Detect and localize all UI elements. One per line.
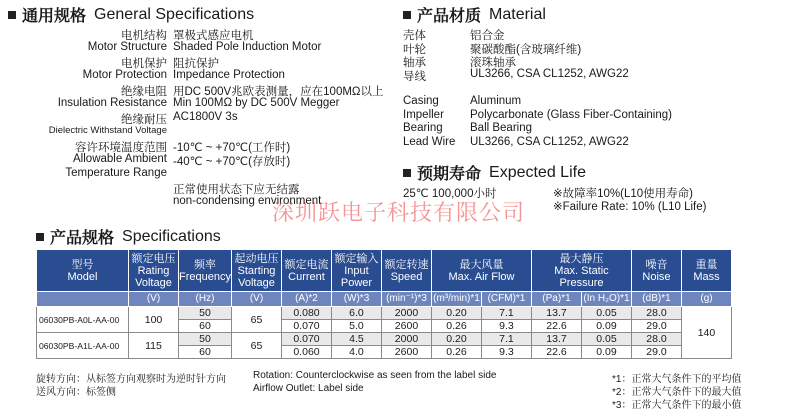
spec-label: Dielectric Withstand Voltage (48, 125, 167, 136)
material-header (403, 3, 546, 26)
pressure-inh2o-cell: 0.09 (581, 346, 631, 359)
general-spec-zh-title: 通用规格 (22, 6, 87, 25)
general-spec-header (8, 3, 254, 26)
spec-row (20, 27, 380, 41)
material-label: Casing (403, 94, 439, 107)
col-en: Rating Voltage (135, 264, 172, 289)
noise-cell: 28.0 (631, 307, 681, 320)
unit-cell: (Pa)*1 (531, 292, 581, 307)
life-en-title: Expected Life (489, 163, 586, 181)
material-value: 铝合金 (470, 30, 505, 42)
product-spec-en-title: Specifications (122, 227, 221, 245)
col-zh: 最大风量 (459, 258, 504, 271)
spec-row (20, 97, 380, 111)
col-zh: 最大静压 (559, 252, 604, 265)
flow-cfm-cell: 7.1 (481, 333, 531, 346)
spec-label: 电机保护 (121, 58, 167, 70)
table-unit-row (37, 292, 732, 307)
flow-m3-cell: 0.20 (431, 307, 481, 320)
unit-cell: (dB)*1 (631, 292, 681, 307)
col-en: Mass (693, 270, 720, 283)
power-cell: 5.0 (331, 320, 381, 333)
unit-cell: (m³/min)*1 (431, 292, 481, 307)
unit-cell (37, 292, 129, 307)
col-header-air-flow (431, 250, 531, 292)
section-square-icon (403, 169, 411, 177)
general-spec-list (20, 27, 384, 209)
section-square-icon (8, 11, 16, 19)
spec-row (20, 139, 380, 153)
footer-rotation-en: Rotation: Counterclockwise as seen from the label side (253, 370, 497, 381)
footnote-2: *2：正常大气条件下的最大值 (612, 387, 742, 398)
col-en: Max. Air Flow (448, 270, 515, 283)
spec-label: Insulation Resistance (57, 97, 167, 109)
material-label: 叶轮 (403, 43, 426, 56)
spec-value: -10℃ ~ +70℃(工作时) (173, 142, 291, 154)
col-header-starting-voltage (231, 250, 281, 292)
product-spec-zh-title: 产品规格 (50, 228, 115, 247)
col-zh: 额定输入 (334, 252, 379, 265)
life-hours: 25℃ 100,000小时 (403, 188, 497, 200)
frequency-cell: 50 (179, 333, 232, 346)
col-header-speed (381, 250, 431, 292)
spec-row (20, 55, 380, 69)
speed-cell: 2000 (381, 307, 431, 320)
col-zh: 额定转速 (384, 258, 429, 271)
section-square-icon (403, 11, 411, 19)
spec-row (20, 83, 384, 98)
flow-cfm-cell: 9.3 (481, 320, 531, 333)
unit-cell: (V) (231, 292, 281, 307)
pressure-pa-cell: 13.7 (531, 307, 581, 320)
spec-value: 正常使用状态下应无结露 (173, 184, 300, 196)
spec-label: Allowable Ambient (73, 153, 167, 165)
col-header-noise (631, 250, 681, 292)
power-cell: 6.0 (331, 307, 381, 320)
general-spec-en-title: General Specifications (94, 5, 255, 23)
voltage-cell: 115 (129, 333, 179, 359)
flow-cfm-cell: 9.3 (481, 346, 531, 359)
material-label: 壳体 (403, 30, 426, 42)
spec-row (20, 69, 380, 83)
col-en: Frequency (179, 270, 231, 283)
unit-cell: (W)*3 (331, 292, 381, 307)
col-zh: 起动电压 (234, 252, 279, 265)
col-en: Max. Static Pressure (554, 264, 609, 289)
unit-cell: (min⁻¹)*3 (381, 292, 431, 307)
material-en-title: Material (489, 5, 546, 23)
pressure-inh2o-cell: 0.05 (581, 307, 631, 320)
footnote-3: *3：正常大气条件下的最小值 (612, 400, 742, 411)
col-en: Noise (642, 270, 671, 283)
spec-label: 绝缘电阻 (121, 86, 167, 98)
col-zh: 频率 (193, 258, 216, 271)
footer-rotation-zh: 旋转方向：从标签方向观察时为逆时针方向 (36, 374, 226, 385)
frequency-cell: 60 (179, 346, 232, 359)
col-header-input-power (331, 250, 381, 292)
material-value: UL3266, CSA CL1252, AWG22 (470, 67, 629, 80)
unit-cell: (Hz) (179, 292, 232, 307)
col-zh: 重量 (695, 258, 718, 271)
model-cell: 06030PB-A1L-AA-00 (37, 333, 129, 359)
life-failure-rate-zh: ※故障率10%(L10使用寿命) (553, 188, 693, 200)
flow-m3-cell: 0.20 (431, 333, 481, 346)
table-row (37, 333, 732, 346)
spec-row (20, 181, 380, 195)
life-zh-title: 预期寿命 (417, 164, 482, 183)
spec-label: 电机结构 (121, 30, 167, 42)
footnote-1: *1：正常大气条件下的平均值 (612, 374, 742, 385)
pressure-inh2o-cell: 0.09 (581, 320, 631, 333)
unit-cell: (g) (681, 292, 731, 307)
footer-airflow-en: Airflow Outlet: Label side (253, 383, 364, 394)
speed-cell: 2600 (381, 320, 431, 333)
current-cell: 0.080 (281, 307, 331, 320)
spec-value: 阻抗保护 (173, 58, 219, 70)
spec-label: 绝缘耐压 (121, 114, 167, 126)
pressure-pa-cell: 22.6 (531, 320, 581, 333)
material-label: 轴承 (403, 57, 426, 70)
col-en: Speed (390, 270, 423, 283)
spec-value: Impedance Protection (173, 69, 285, 81)
spec-label: Motor Protection (82, 69, 167, 81)
spec-value: AC1800V 3s (173, 111, 238, 123)
col-header-voltage (129, 250, 179, 292)
spec-value: non-condensing environment (173, 195, 322, 207)
material-value: Ball Bearing (470, 122, 533, 135)
flow-cfm-cell: 7.1 (481, 307, 531, 320)
col-en: Input Power (340, 264, 373, 289)
unit-cell: (A)*2 (281, 292, 331, 307)
flow-m3-cell: 0.26 (431, 320, 481, 333)
frequency-cell: 50 (179, 307, 232, 320)
material-value: Polycarbonate (Glass Fiber-Containing) (470, 108, 672, 121)
col-zh: 型号 (71, 258, 94, 271)
product-spec-header (36, 225, 221, 248)
material-label: 导线 (403, 70, 426, 83)
material-value: 滚珠轴承 (470, 57, 516, 70)
col-header-model (37, 250, 129, 292)
noise-cell: 28.0 (631, 333, 681, 346)
spec-label: Temperature Range (65, 167, 167, 179)
frequency-cell: 60 (179, 320, 232, 333)
spec-row (20, 167, 380, 181)
material-value: 聚碳酸酯(含玻璃纤维) (470, 43, 582, 56)
power-cell: 4.0 (331, 346, 381, 359)
flow-m3-cell: 0.26 (431, 346, 481, 359)
current-cell: 0.070 (281, 333, 331, 346)
current-cell: 0.070 (281, 320, 331, 333)
product-spec-table (36, 249, 732, 359)
speed-cell: 2600 (381, 346, 431, 359)
material-zh-title: 产品材质 (417, 6, 482, 25)
speed-cell: 2000 (381, 333, 431, 346)
model-cell: 06030PB-A0L-AA-00 (37, 307, 129, 333)
unit-cell: (In H₂O)*1 (581, 292, 631, 307)
spec-value: -40℃ ~ +70℃(存放时) (173, 156, 291, 168)
material-label: Bearing (403, 122, 443, 135)
pressure-inh2o-cell: 0.05 (581, 333, 631, 346)
spec-row (20, 153, 380, 167)
col-en: Model (67, 270, 98, 283)
section-square-icon (36, 233, 44, 241)
watermark-text: 深圳跃电子科技有限公司 (272, 201, 526, 226)
spec-value: 用DC 500V兆欧表测量，应在100MΩ以上 (173, 86, 384, 98)
spec-value: 罩极式感应电机 (173, 30, 254, 42)
unit-cell: (CFM)*1 (481, 292, 531, 307)
starting-voltage-cell: 65 (231, 307, 281, 333)
spec-label: Motor Structure (87, 41, 167, 53)
life-failure-rate-en: ※Failure Rate: 10% (L10 Life) (553, 201, 707, 213)
voltage-cell: 100 (129, 307, 179, 333)
unit-cell: (V) (129, 292, 179, 307)
material-label: Impeller (403, 108, 444, 121)
power-cell: 4.5 (331, 333, 381, 346)
col-zh: 额定电压 (131, 252, 176, 265)
col-header-frequency (179, 250, 232, 292)
table-header-row (37, 250, 732, 292)
spec-label: 容许环境温度范围 (75, 142, 167, 154)
material-label: Lead Wire (403, 135, 456, 148)
table-row (37, 307, 732, 320)
life-header (403, 161, 586, 184)
spec-row (20, 125, 380, 139)
col-en: Current (288, 270, 325, 283)
spec-row (20, 111, 380, 125)
noise-cell: 29.0 (631, 320, 681, 333)
spec-value: Shaded Pole Induction Motor (173, 41, 322, 53)
col-zh: 额定电流 (284, 258, 329, 271)
noise-cell: 29.0 (631, 346, 681, 359)
material-value: Aluminum (470, 94, 522, 107)
col-header-mass (681, 250, 731, 292)
pressure-pa-cell: 13.7 (531, 333, 581, 346)
spec-value: Min 100MΩ by DC 500V Megger (173, 97, 340, 109)
mass-cell: 140 (681, 307, 731, 359)
footer-airflow-zh: 送风方向：标签侧 (36, 387, 116, 398)
starting-voltage-cell: 65 (231, 333, 281, 359)
col-en: Starting Voltage (237, 264, 276, 289)
col-header-current (281, 250, 331, 292)
pressure-pa-cell: 22.6 (531, 346, 581, 359)
col-zh: 噪音 (645, 258, 668, 271)
material-value: UL3266, CSA CL1252, AWG22 (470, 135, 629, 148)
spec-row (20, 41, 380, 55)
current-cell: 0.060 (281, 346, 331, 359)
col-header-static-pressure (531, 250, 631, 292)
